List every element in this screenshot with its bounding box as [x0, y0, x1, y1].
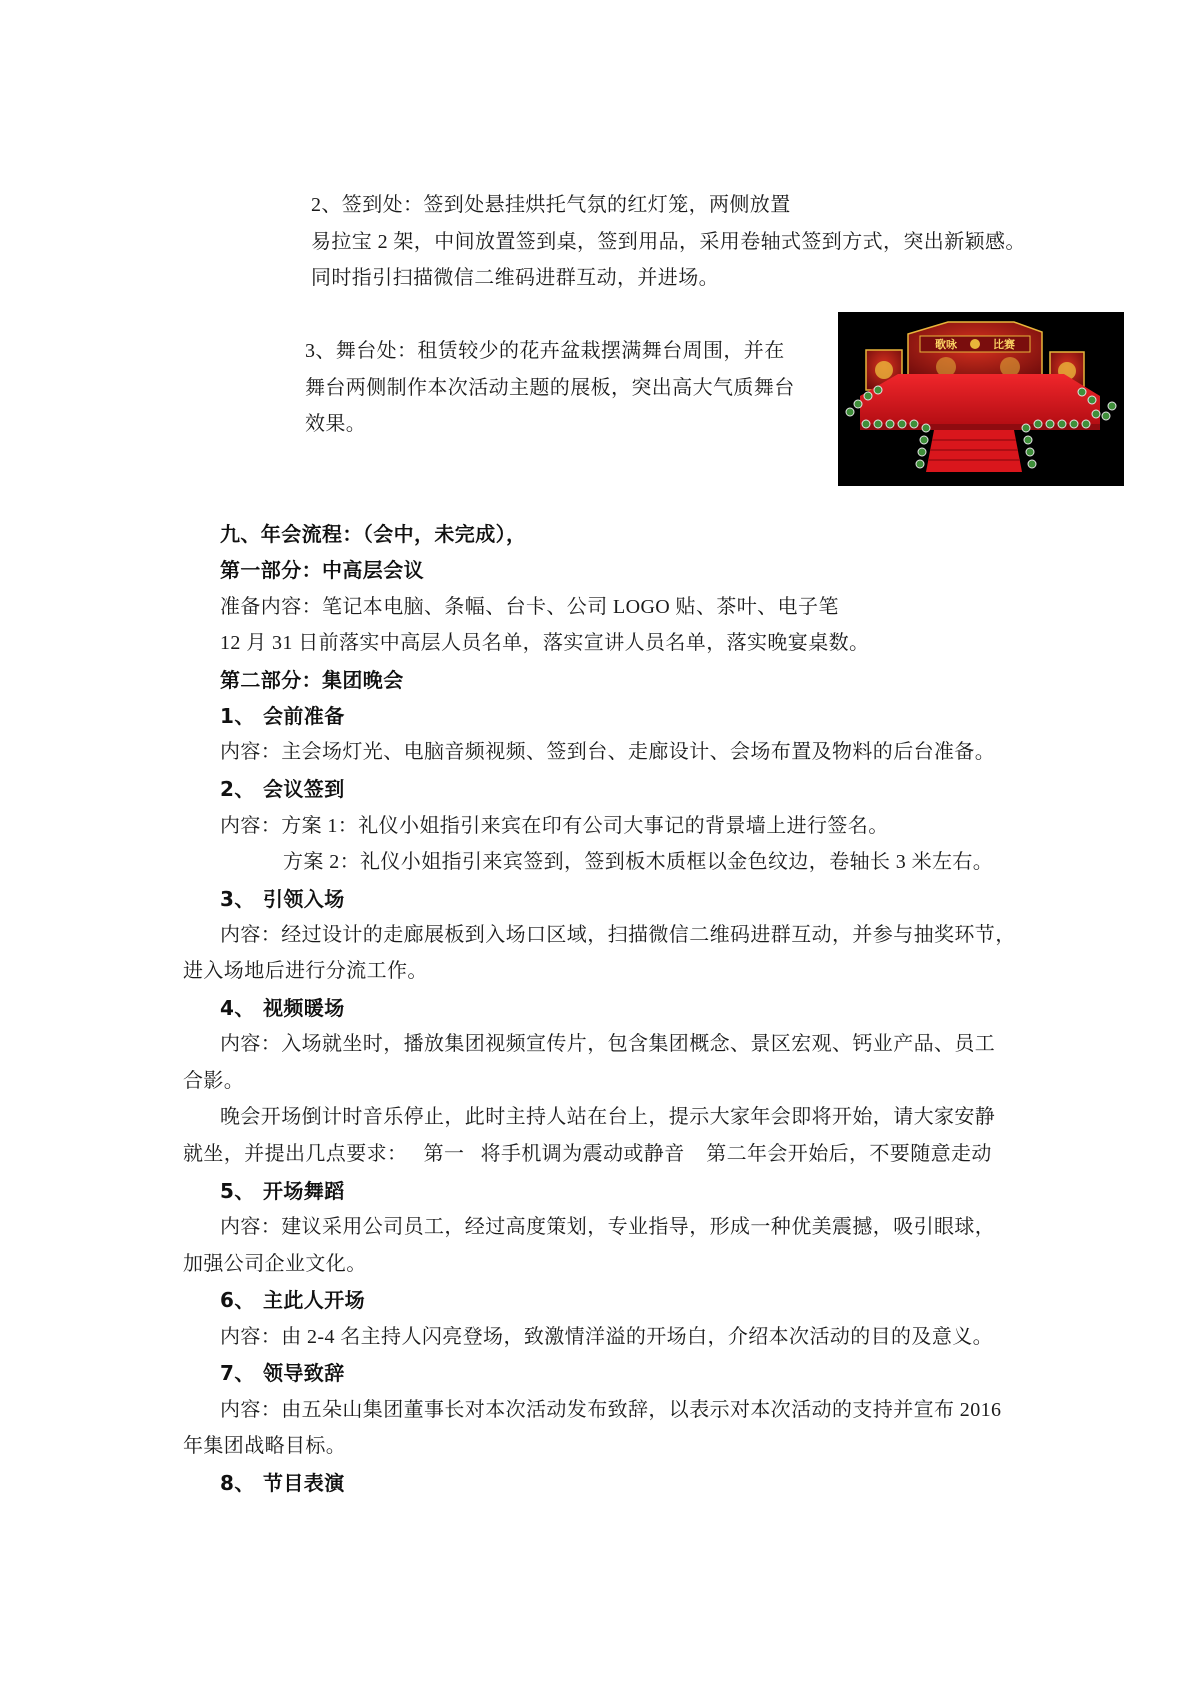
stage-line-1: 3、舞台处：租赁较少的花卉盆栽摆满舞台周围，并在 [305, 340, 785, 362]
item-heading [220, 778, 345, 800]
item-title: 节目表演 [263, 1471, 345, 1495]
item-number: 6、 [220, 1288, 255, 1312]
stage-line-2: 舞台两侧制作本次活动主题的展板，突出高大气质舞台 [305, 377, 795, 399]
item-text: 进入场地后进行分流工作。 [183, 960, 428, 982]
item-heading [220, 1472, 345, 1494]
item-title: 引领入场 [263, 887, 345, 911]
item-title: 会议签到 [263, 777, 345, 801]
item-text: 合影。 [183, 1070, 245, 1092]
item-heading [220, 705, 345, 727]
part2-title: 第二部分：集团晚会 [220, 668, 404, 692]
part1-prep: 准备内容：笔记本电脑、条幅、台卡、公司 LOGO 贴、茶叶、电子笔 [220, 596, 839, 618]
item-title: 开场舞蹈 [263, 1179, 345, 1203]
stage-platform [860, 374, 1100, 424]
banner-text-right: 比赛 [993, 338, 1015, 351]
item-text: 加强公司企业文化。 [183, 1253, 367, 1275]
signin-line-2: 易拉宝 2 架，中间放置签到桌，签到用品，采用卷轴式签到方式，突出新颖感。 [311, 231, 1026, 253]
stage-line-3: 效果。 [305, 413, 367, 435]
banner-text-left: 歌咏 [935, 338, 957, 351]
item-heading [220, 888, 345, 910]
item-text: 晚会开场倒计时音乐停止，此时主持人站在台上，提示大家年会即将开始，请大家安静 [220, 1106, 996, 1128]
banner-emblem [970, 339, 980, 349]
item-heading [220, 1362, 345, 1384]
item-number: 2、 [220, 777, 255, 801]
item-number: 7、 [220, 1361, 255, 1385]
stage-design-image [838, 312, 1124, 486]
item-text: 内容：由五朵山集团董事长对本次活动发布致辞，以表示对本次活动的支持并宣布 2016 [220, 1399, 1002, 1421]
item-heading [220, 1180, 345, 1202]
item-text: 内容：建议采用公司员工，经过高度策划，专业指导，形成一种优美震撼，吸引眼球， [220, 1216, 996, 1238]
left-panel-emblem [875, 361, 893, 379]
item-number: 1、 [220, 704, 255, 728]
stage-stairs [926, 430, 1022, 472]
item-heading [220, 1289, 365, 1311]
item-number: 4、 [220, 996, 255, 1020]
signin-line-1: 2、签到处：签到处悬挂烘托气氛的红灯笼，两侧放置 [311, 194, 791, 216]
item-text: 就坐，并提出几点要求： 第一 将手机调为震动或静音 第二年会开始后，不要随意走动 [183, 1143, 992, 1165]
section-heading: 九、年会流程：（会中，未完成）， [220, 522, 527, 546]
item-text: 年集团战略目标。 [183, 1435, 347, 1457]
part1-title: 第一部分：中高层会议 [220, 558, 424, 582]
item-text: 内容：入场就坐时，播放集团视频宣传片，包含集团概念、景区宏观、钙业产品、员工 [220, 1033, 996, 1055]
item-title: 领导致辞 [263, 1361, 345, 1385]
part1-deadline: 12 月 31 日前落实中高层人员名单，落实宣讲人员名单，落实晚宴桌数。 [220, 632, 870, 654]
item-text: 内容：方案 1：礼仪小姐指引来宾在印有公司大事记的背景墙上进行签名。 [220, 815, 889, 837]
item-number: 8、 [220, 1471, 255, 1495]
item-title: 主此人开场 [263, 1288, 365, 1312]
item-title: 视频暖场 [263, 996, 345, 1020]
item-number: 3、 [220, 887, 255, 911]
item-text: 内容：主会场灯光、电脑音频视频、签到台、走廊设计、会场布置及物料的后台准备。 [220, 741, 996, 763]
item-text: 方案 2：礼仪小姐指引来宾签到，签到板木质框以金色纹边，卷轴长 3 米左右。 [283, 851, 994, 873]
signin-line-3: 同时指引扫描微信二维码进群互动，并进场。 [311, 267, 719, 289]
item-heading [220, 997, 345, 1019]
item-text: 内容：由 2-4 名主持人闪亮登场，致激情洋溢的开场白，介绍本次活动的目的及意义。 [220, 1326, 994, 1348]
item-title: 会前准备 [263, 704, 345, 728]
item-number: 5、 [220, 1179, 255, 1203]
item-text: 内容：经过设计的走廊展板到入场口区域，扫描微信二维码进群互动，并参与抽奖环节， [220, 924, 1016, 946]
